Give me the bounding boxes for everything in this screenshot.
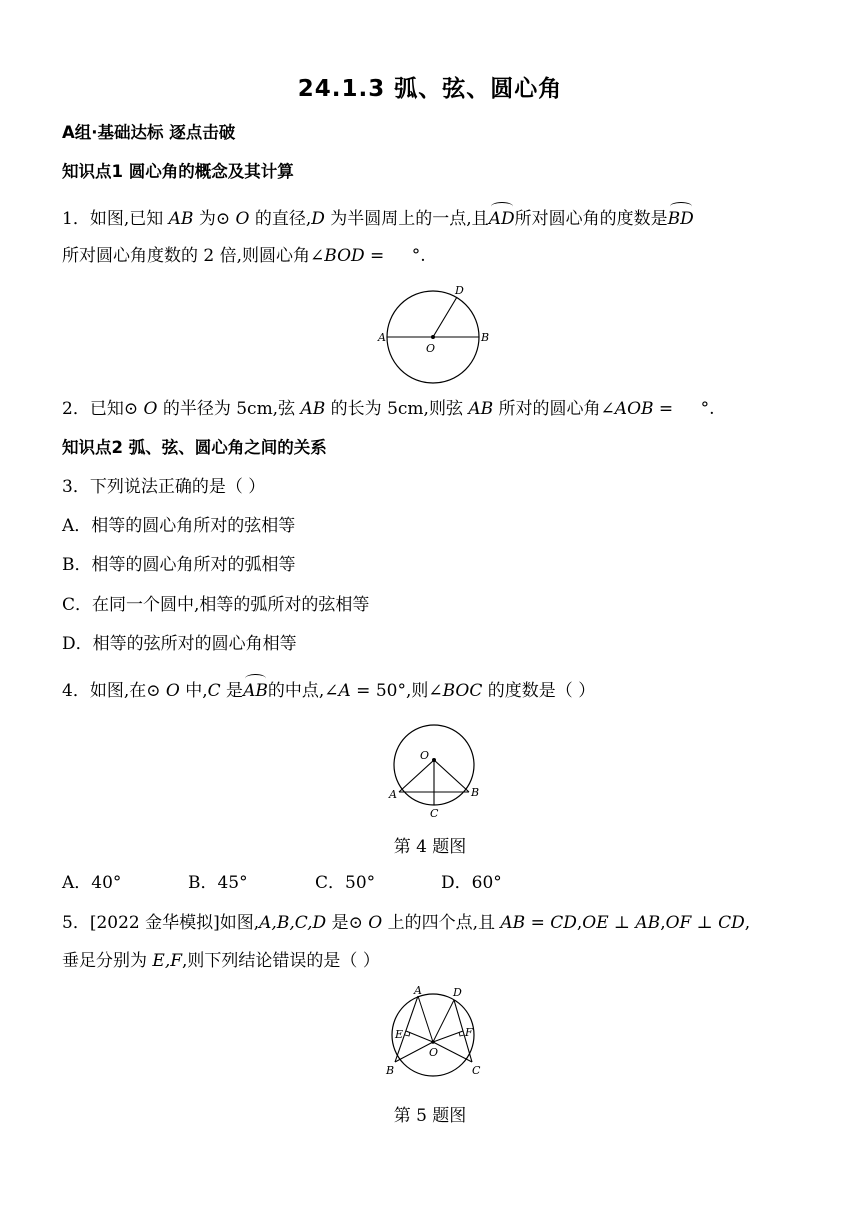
question-4-option-a: A．40° — [62, 873, 122, 893]
figure-1-circle-diameter — [370, 280, 500, 388]
arc-ad: AD — [488, 209, 515, 229]
center-point — [432, 758, 436, 762]
figure-5-caption: 第 5 题图 — [393, 1106, 467, 1126]
figure-4-circle — [380, 715, 490, 823]
label-e: E — [395, 1028, 404, 1041]
segment-oa — [399, 760, 434, 792]
segment-oc — [433, 1042, 472, 1062]
question-3-option-c: C．在同一个圆中,相等的弧所对的弦相等 — [62, 595, 370, 615]
label-c: C — [430, 807, 439, 820]
label-a: A — [389, 788, 397, 801]
knowledge-point-1: 知识点1 圆心角的概念及其计算 — [62, 162, 294, 181]
question-4-options — [62, 871, 820, 895]
question-4-option-c: C．50° — [315, 873, 376, 893]
label-b: B — [471, 786, 480, 799]
question-3-stem: 3．下列说法正确的是（ ） — [62, 477, 266, 497]
center-point — [431, 335, 435, 339]
question-1-line-1: 1．如图,已知 AB 为⊙ O 的直径,D 为半圆周上的一点,且AD所对圆心角的度数是BD — [62, 209, 694, 229]
label-d: D — [455, 284, 464, 297]
label-a: A — [414, 985, 422, 997]
figure-5-circle — [378, 985, 488, 1085]
arc-bd: BD — [667, 209, 694, 229]
arc-ab: AB — [243, 681, 268, 701]
question-1-line-2: 所对圆心角度数的 2 倍,则圆心角∠BOD = °. — [62, 246, 426, 266]
label-o: O — [420, 749, 430, 762]
segment-ob — [434, 760, 469, 792]
segment-oa — [418, 996, 433, 1042]
question-5-line-1: 5．[2022 金华模拟]如图,A,B,C,D 是⊙ O 上的四个点,且 AB = CD,OE ⊥ AB,OF ⊥ CD, — [62, 913, 751, 933]
label-o: O — [429, 1046, 439, 1059]
question-4-option-d: D．60° — [441, 873, 502, 893]
knowledge-point-2: 知识点2 弧、弦、圆心角之间的关系 — [62, 438, 327, 457]
section-heading-a: A组·基础达标 逐点击破 — [62, 123, 236, 142]
question-3-option-b: B．相等的圆心角所对的弧相等 — [62, 555, 296, 575]
page-title: 24.1.3 弧、弦、圆心角 — [297, 76, 563, 102]
label-f: F — [465, 1026, 473, 1039]
label-c: C — [472, 1064, 481, 1077]
figure-4-caption: 第 4 题图 — [393, 837, 467, 857]
question-4-stem: 4．如图,在⊙ O 中,C 是AB的中点,∠A = 50°,则∠BOC 的度数是（ ） — [62, 681, 596, 701]
radius-od — [433, 297, 457, 337]
question-5-line-2: 垂足分别为 E,F,则下列结论错误的是（ ） — [62, 951, 380, 971]
label-d: D — [453, 986, 462, 999]
center-point — [431, 1040, 435, 1044]
question-4-option-b: B．45° — [188, 873, 248, 893]
question-2: 2．已知⊙ O 的半径为 5cm,弦 AB 的长为 5cm,则弦 AB 所对的圆心角∠AOB = °. — [62, 399, 715, 419]
label-b: B — [386, 1064, 395, 1077]
question-3-option-a: A．相等的圆心角所对的弦相等 — [62, 516, 296, 536]
label-o: O — [426, 342, 436, 355]
question-3-option-d: D．相等的弦所对的圆心角相等 — [62, 634, 297, 654]
label-b: B — [481, 331, 490, 344]
label-a: A — [378, 331, 386, 344]
